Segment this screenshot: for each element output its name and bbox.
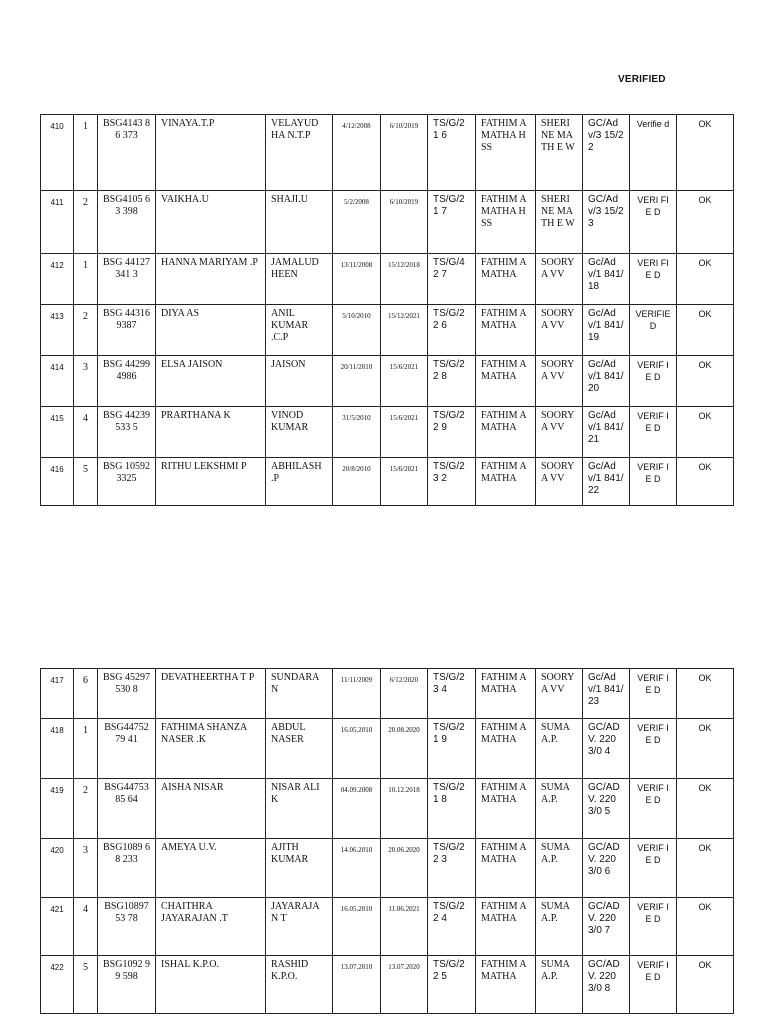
serial-number-cell: 416 (41, 458, 74, 506)
ok-status-cell: OK (677, 956, 734, 1014)
teacher-name-cell: SOORY A VV (536, 458, 583, 506)
school-name-cell: FATHIM A MATHA (476, 719, 536, 779)
enrolment-date-cell: 15/12/2018 (381, 254, 428, 305)
verification-status-cell: VERI FIE D (630, 191, 677, 254)
verification-status-cell: VERIF IE D (630, 407, 677, 458)
registration-number-cell: BSG10897 53 78 (98, 898, 156, 956)
ok-status-cell: OK (677, 458, 734, 506)
ts-number-cell: TS/G/22 3 (428, 839, 476, 898)
table-row (41, 407, 734, 458)
teacher-name-cell: SUMA A.P. (536, 898, 583, 956)
student-name-cell: AMEYA U.V. (156, 839, 266, 898)
serial-number-cell: 413 (41, 305, 74, 356)
serial-number-cell: 411 (41, 191, 74, 254)
ok-status-cell: OK (677, 407, 734, 458)
parent-name-cell: RASHID K.P.O. (266, 956, 333, 1014)
enrolment-date-cell: 6/12/2020 (381, 669, 428, 719)
table-row (41, 254, 734, 305)
parent-name-cell: ANIL KUMAR .C.P (266, 305, 333, 356)
teacher-name-cell: SOORY A VV (536, 407, 583, 458)
date-of-birth-cell: 5/2/2008 (333, 191, 381, 254)
student-name-cell: AISHA NISAR (156, 779, 266, 839)
table-row (41, 956, 734, 1014)
date-of-birth-cell: 20/8/2010 (333, 458, 381, 506)
parent-name-cell: VELAYUD HA N.T.P (266, 115, 333, 191)
ok-status-cell: OK (677, 669, 734, 719)
verification-status-cell: VERIF IE D (630, 839, 677, 898)
ts-number-cell: TS/G/21 7 (428, 191, 476, 254)
verification-status-cell: VERIF IE D (630, 719, 677, 779)
school-name-cell: FATHIM A MATHA (476, 839, 536, 898)
table-row (41, 839, 734, 898)
school-name-cell: FATHIM A MATHA (476, 956, 536, 1014)
ok-status-cell: OK (677, 839, 734, 898)
gc-number-cell: Gc/Ad v/1 841/20 (583, 356, 630, 407)
date-of-birth-cell: 4/12/2008 (333, 115, 381, 191)
parent-name-cell: ABDUL NASER (266, 719, 333, 779)
date-of-birth-cell: 5/10/2010 (333, 305, 381, 356)
ok-status-cell: OK (677, 305, 734, 356)
student-name-cell: DEVATHEERTHA T P (156, 669, 266, 719)
table-row (41, 898, 734, 956)
serial-number-cell: 410 (41, 115, 74, 191)
table-row (41, 458, 734, 506)
ts-number-cell: TS/G/21 9 (428, 719, 476, 779)
date-of-birth-cell: 16.05.2010 (333, 719, 381, 779)
teacher-name-cell: SUMA A.P. (536, 779, 583, 839)
ts-number-cell: TS/G/42 7 (428, 254, 476, 305)
registration-number-cell: BSG4105 63 398 (98, 191, 156, 254)
date-of-birth-cell: 20/11/2010 (333, 356, 381, 407)
sl-number-cell: 2 (74, 305, 98, 356)
serial-number-cell: 418 (41, 719, 74, 779)
date-of-birth-cell: 14.06.2010 (333, 839, 381, 898)
enrolment-date-cell: 20.08.2020 (381, 719, 428, 779)
teacher-name-cell: SUMA A.P. (536, 719, 583, 779)
enrolment-date-cell: 11.06.2021 (381, 898, 428, 956)
verification-status-cell: VERIF IE D (630, 356, 677, 407)
ok-status-cell: OK (677, 115, 734, 191)
date-of-birth-cell: 16.05.2010 (333, 898, 381, 956)
teacher-name-cell: SOORY A VV (536, 305, 583, 356)
school-name-cell: FATHIM A MATHA (476, 305, 536, 356)
student-name-cell: CHAITHRA JAYARAJAN .T (156, 898, 266, 956)
gc-number-cell: GC/Ad v/3 15/23 (583, 191, 630, 254)
sl-number-cell: 3 (74, 839, 98, 898)
registration-number-cell: BSG 44127341 3 (98, 254, 156, 305)
school-name-cell: FATHIM A MATHA (476, 898, 536, 956)
verification-status-cell: VERIF IE D (630, 779, 677, 839)
verification-status-cell: VERIF IE D (630, 898, 677, 956)
ok-status-cell: OK (677, 898, 734, 956)
table-row (41, 779, 734, 839)
sl-number-cell: 2 (74, 191, 98, 254)
registration-number-cell: BSG1092 99 598 (98, 956, 156, 1014)
enrolment-date-cell: 20.06.2020 (381, 839, 428, 898)
serial-number-cell: 412 (41, 254, 74, 305)
table-row (41, 719, 734, 779)
serial-number-cell: 422 (41, 956, 74, 1014)
ts-number-cell: TS/G/21 6 (428, 115, 476, 191)
gc-number-cell: GC/AD V. 2203/0 8 (583, 956, 630, 1014)
school-name-cell: FATHIM A MATHA (476, 458, 536, 506)
enrolment-date-cell: 15/6/2021 (381, 458, 428, 506)
registration-number-cell: BSG 105923325 (98, 458, 156, 506)
school-name-cell: FATHIM A MATHA HSS (476, 191, 536, 254)
ts-number-cell: TS/G/21 8 (428, 779, 476, 839)
registration-number-cell: BSG44752 79 41 (98, 719, 156, 779)
verification-status-cell: VERIF IE D (630, 669, 677, 719)
enrolment-date-cell: 13.07.2020 (381, 956, 428, 1014)
enrolment-date-cell: 10.12.2018 (381, 779, 428, 839)
registration-number-cell: BSG 44239533 5 (98, 407, 156, 458)
teacher-name-cell: SHERI NE MATH E W (536, 191, 583, 254)
enrolment-date-cell: 6/10/2019 (381, 191, 428, 254)
teacher-name-cell: SUMA A.P. (536, 839, 583, 898)
school-name-cell: FATHIM A MATHA (476, 356, 536, 407)
ts-number-cell: TS/G/22 8 (428, 356, 476, 407)
sl-number-cell: 2 (74, 779, 98, 839)
ok-status-cell: OK (677, 356, 734, 407)
sl-number-cell: 4 (74, 898, 98, 956)
school-name-cell: FATHIM A MATHA HSS (476, 115, 536, 191)
register-table-1 (40, 114, 734, 506)
gc-number-cell: Gc/Ad v/1 841/22 (583, 458, 630, 506)
gc-number-cell: GC/AD V. 2203/0 7 (583, 898, 630, 956)
teacher-name-cell: SOORY A VV (536, 669, 583, 719)
verification-status-cell: VERIF IE D (630, 458, 677, 506)
parent-name-cell: JAMALUD HEEN (266, 254, 333, 305)
serial-number-cell: 415 (41, 407, 74, 458)
enrolment-date-cell: 15/6/2021 (381, 356, 428, 407)
table-row (41, 305, 734, 356)
registration-number-cell: BSG1089 68 233 (98, 839, 156, 898)
sl-number-cell: 3 (74, 356, 98, 407)
date-of-birth-cell: 13/11/2008 (333, 254, 381, 305)
ts-number-cell: TS/G/22 6 (428, 305, 476, 356)
student-name-cell: FATHIMA SHANZA NASER .K (156, 719, 266, 779)
school-name-cell: FATHIM A MATHA (476, 254, 536, 305)
registration-number-cell: BSG 442994986 (98, 356, 156, 407)
sl-number-cell: 5 (74, 458, 98, 506)
serial-number-cell: 421 (41, 898, 74, 956)
parent-name-cell: AJITH KUMAR (266, 839, 333, 898)
ts-number-cell: TS/G/22 4 (428, 898, 476, 956)
verified-heading: VERIFIED (618, 74, 666, 85)
verification-status-cell: VERI FIE D (630, 254, 677, 305)
student-name-cell: ISHAL K.P.O. (156, 956, 266, 1014)
date-of-birth-cell: 31/5/2010 (333, 407, 381, 458)
sl-number-cell: 1 (74, 115, 98, 191)
verification-status-cell: VERIF IE D (630, 956, 677, 1014)
serial-number-cell: 417 (41, 669, 74, 719)
registration-number-cell: BSG44753 85 64 (98, 779, 156, 839)
parent-name-cell: NISAR ALI K (266, 779, 333, 839)
table-row (41, 356, 734, 407)
parent-name-cell: VINOD KUMAR (266, 407, 333, 458)
gc-number-cell: Gc/Ad v/1 841/23 (583, 669, 630, 719)
serial-number-cell: 420 (41, 839, 74, 898)
school-name-cell: FATHIM A MATHA (476, 779, 536, 839)
student-name-cell: VAIKHA.U (156, 191, 266, 254)
school-name-cell: FATHIM A MATHA (476, 669, 536, 719)
teacher-name-cell: SOORY A VV (536, 356, 583, 407)
enrolment-date-cell: 15/12/2021 (381, 305, 428, 356)
sl-number-cell: 6 (74, 669, 98, 719)
student-name-cell: VINAYA.T.P (156, 115, 266, 191)
teacher-name-cell: SUMA A.P. (536, 956, 583, 1014)
teacher-name-cell: SHERI NE MATH E W (536, 115, 583, 191)
date-of-birth-cell: 13.07.2010 (333, 956, 381, 1014)
parent-name-cell: JAISON (266, 356, 333, 407)
registration-number-cell: BSG 443169387 (98, 305, 156, 356)
ts-number-cell: TS/G/22 9 (428, 407, 476, 458)
date-of-birth-cell: 11/11/2009 (333, 669, 381, 719)
ts-number-cell: TS/G/22 5 (428, 956, 476, 1014)
serial-number-cell: 419 (41, 779, 74, 839)
enrolment-date-cell: 6/10/2019 (381, 115, 428, 191)
student-name-cell: DIYA AS (156, 305, 266, 356)
sl-number-cell: 5 (74, 956, 98, 1014)
registration-number-cell: BSG4143 86 373 (98, 115, 156, 191)
student-name-cell: RITHU LEKSHMI P (156, 458, 266, 506)
ok-status-cell: OK (677, 254, 734, 305)
parent-name-cell: ABHILASH .P (266, 458, 333, 506)
gc-number-cell: Gc/Ad v/1 841/19 (583, 305, 630, 356)
parent-name-cell: JAYARAJA N T (266, 898, 333, 956)
ok-status-cell: OK (677, 779, 734, 839)
serial-number-cell: 414 (41, 356, 74, 407)
parent-name-cell: SHAJI.U (266, 191, 333, 254)
student-name-cell: HANNA MARIYAM .P (156, 254, 266, 305)
table-row (41, 115, 734, 191)
ts-number-cell: TS/G/23 2 (428, 458, 476, 506)
student-name-cell: ELSA JAISON (156, 356, 266, 407)
ts-number-cell: TS/G/23 4 (428, 669, 476, 719)
student-name-cell: PRARTHANA K (156, 407, 266, 458)
parent-name-cell: SUNDARA N (266, 669, 333, 719)
registration-number-cell: BSG 45297530 8 (98, 669, 156, 719)
gc-number-cell: GC/AD V. 2203/0 6 (583, 839, 630, 898)
gc-number-cell: Gc/Ad v/1 841/21 (583, 407, 630, 458)
school-name-cell: FATHIM A MATHA (476, 407, 536, 458)
ok-status-cell: OK (677, 191, 734, 254)
gc-number-cell: GC/AD V. 2203/0 5 (583, 779, 630, 839)
table-row (41, 191, 734, 254)
register-table-2 (40, 668, 734, 1014)
enrolment-date-cell: 15/6/2021 (381, 407, 428, 458)
date-of-birth-cell: 04.09.2008 (333, 779, 381, 839)
sl-number-cell: 4 (74, 407, 98, 458)
table-row (41, 669, 734, 719)
sl-number-cell: 1 (74, 719, 98, 779)
gc-number-cell: GC/AD V. 2203/0 4 (583, 719, 630, 779)
teacher-name-cell: SOORY A VV (536, 254, 583, 305)
gc-number-cell: GC/Ad v/3 15/22 (583, 115, 630, 191)
sl-number-cell: 1 (74, 254, 98, 305)
verification-status-cell: Verifie d (630, 115, 677, 191)
gc-number-cell: Gc/Ad v/1 841/18 (583, 254, 630, 305)
ok-status-cell: OK (677, 719, 734, 779)
verification-status-cell: VERIFIE D (630, 305, 677, 356)
